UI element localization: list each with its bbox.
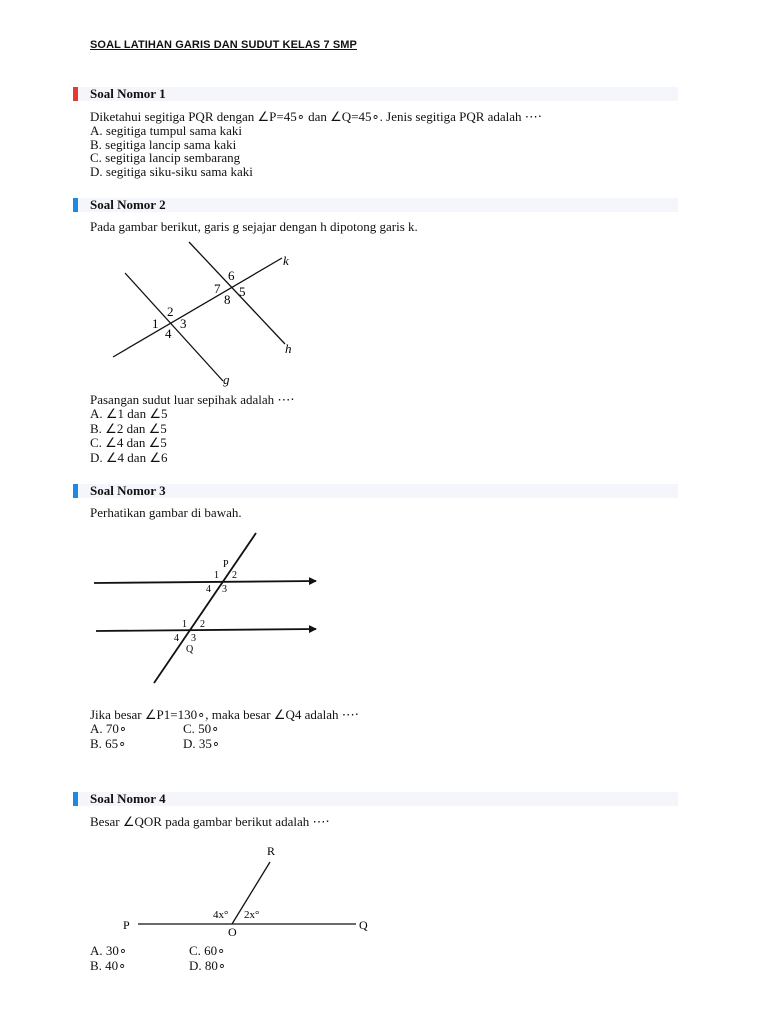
question-4-option-b: B. 40∘ bbox=[90, 958, 127, 973]
angle-8: 8 bbox=[224, 292, 231, 307]
question-3-option-a: A. 70∘ bbox=[90, 721, 128, 736]
point-q: Q bbox=[359, 918, 368, 932]
angle-7: 7 bbox=[214, 281, 221, 296]
question-1-option-c: C. segitiga lancip sembarang bbox=[90, 150, 241, 165]
question-2-option-a: A. ∠1 dan ∠5 bbox=[90, 406, 168, 421]
question-marker bbox=[73, 484, 78, 498]
parallel-line-bottom bbox=[96, 629, 316, 631]
question-2-figure bbox=[105, 238, 305, 390]
question-1-option-b: B. segitiga lancip sama kaki bbox=[90, 137, 237, 152]
angle-p2: 2 bbox=[232, 570, 237, 581]
question-2-option-b: B. ∠2 dan ∠5 bbox=[90, 421, 167, 436]
angle-q4: 4 bbox=[174, 633, 179, 644]
question-2-stem: Pada gambar berikut, garis g sejajar dengan h dipotong garis k. bbox=[90, 219, 418, 234]
question-2-option-c: C. ∠4 dan ∠5 bbox=[90, 435, 167, 450]
question-4-label: Soal Nomor 4 bbox=[90, 791, 166, 806]
question-3-option-c: C. 50∘ bbox=[183, 721, 220, 736]
question-3-question: Jika besar ∠P1=130∘, maka besar ∠Q4 adalah ⋯⋅ bbox=[90, 707, 359, 722]
question-2-option-d: D. ∠4 dan ∠6 bbox=[90, 450, 168, 465]
question-3-options bbox=[90, 721, 390, 753]
question-4-option-d: D. 80∘ bbox=[189, 958, 227, 973]
angle-p3: 3 bbox=[222, 584, 227, 595]
point-q: Q bbox=[186, 644, 194, 655]
question-1-label: Soal Nomor 1 bbox=[90, 86, 166, 101]
angle-1: 1 bbox=[152, 316, 159, 331]
angle-4x: 4x° bbox=[213, 909, 229, 921]
angle-q2: 2 bbox=[200, 619, 205, 630]
question-marker bbox=[73, 87, 78, 101]
angle-6: 6 bbox=[228, 268, 235, 283]
question-3-figure bbox=[90, 528, 325, 688]
question-4-options bbox=[90, 943, 390, 975]
question-4-option-a: A. 30∘ bbox=[90, 943, 128, 958]
angle-p4: 4 bbox=[206, 584, 211, 595]
question-4-stem: Besar ∠QOR pada gambar berikut adalah ⋯⋅ bbox=[90, 814, 330, 829]
question-1-header bbox=[73, 87, 678, 101]
angle-5: 5 bbox=[239, 284, 246, 299]
point-p: P bbox=[123, 918, 130, 932]
question-3-option-d: D. 35∘ bbox=[183, 736, 221, 751]
question-2-header bbox=[73, 198, 678, 212]
question-3-header bbox=[73, 484, 678, 498]
line-g bbox=[125, 273, 223, 381]
label-g: g bbox=[223, 372, 230, 387]
point-o: O bbox=[228, 925, 237, 939]
question-4-header bbox=[73, 792, 678, 806]
angle-p1: 1 bbox=[214, 570, 219, 581]
angle-q1: 1 bbox=[182, 619, 187, 630]
point-r: R bbox=[267, 844, 276, 858]
question-3-option-b: B. 65∘ bbox=[90, 736, 127, 751]
transversal-line bbox=[154, 533, 256, 683]
question-4-option-c: C. 60∘ bbox=[189, 943, 226, 958]
document-title: SOAL LATIHAN GARIS DAN SUDUT KELAS 7 SMP bbox=[90, 39, 357, 51]
line-h bbox=[189, 242, 285, 344]
question-2-label: Soal Nomor 2 bbox=[90, 197, 166, 212]
label-k: k bbox=[283, 253, 289, 268]
question-1-option-a: A. segitiga tumpul sama kaki bbox=[90, 123, 243, 138]
angle-3: 3 bbox=[180, 316, 187, 331]
question-4-figure bbox=[120, 840, 380, 940]
parallel-line-top bbox=[94, 581, 316, 583]
angle-2x: 2x° bbox=[244, 909, 260, 921]
question-3-stem: Perhatikan gambar di bawah. bbox=[90, 505, 242, 520]
question-3-label: Soal Nomor 3 bbox=[90, 483, 166, 498]
question-marker bbox=[73, 198, 78, 212]
question-marker bbox=[73, 792, 78, 806]
label-h: h bbox=[285, 341, 292, 356]
angle-4: 4 bbox=[165, 326, 172, 341]
question-2-question: Pasangan sudut luar sepihak adalah ⋯⋅ bbox=[90, 392, 295, 407]
point-p: P bbox=[223, 559, 229, 570]
line-k bbox=[113, 258, 282, 357]
angle-2: 2 bbox=[167, 304, 174, 319]
question-1-option-d: D. segitiga siku-siku sama kaki bbox=[90, 164, 253, 179]
angle-q3: 3 bbox=[191, 633, 196, 644]
question-1-stem: Diketahui segitiga PQR dengan ∠P=45∘ dan ∠Q=45∘. Jenis segitiga PQR adalah ⋯⋅ bbox=[90, 109, 542, 124]
